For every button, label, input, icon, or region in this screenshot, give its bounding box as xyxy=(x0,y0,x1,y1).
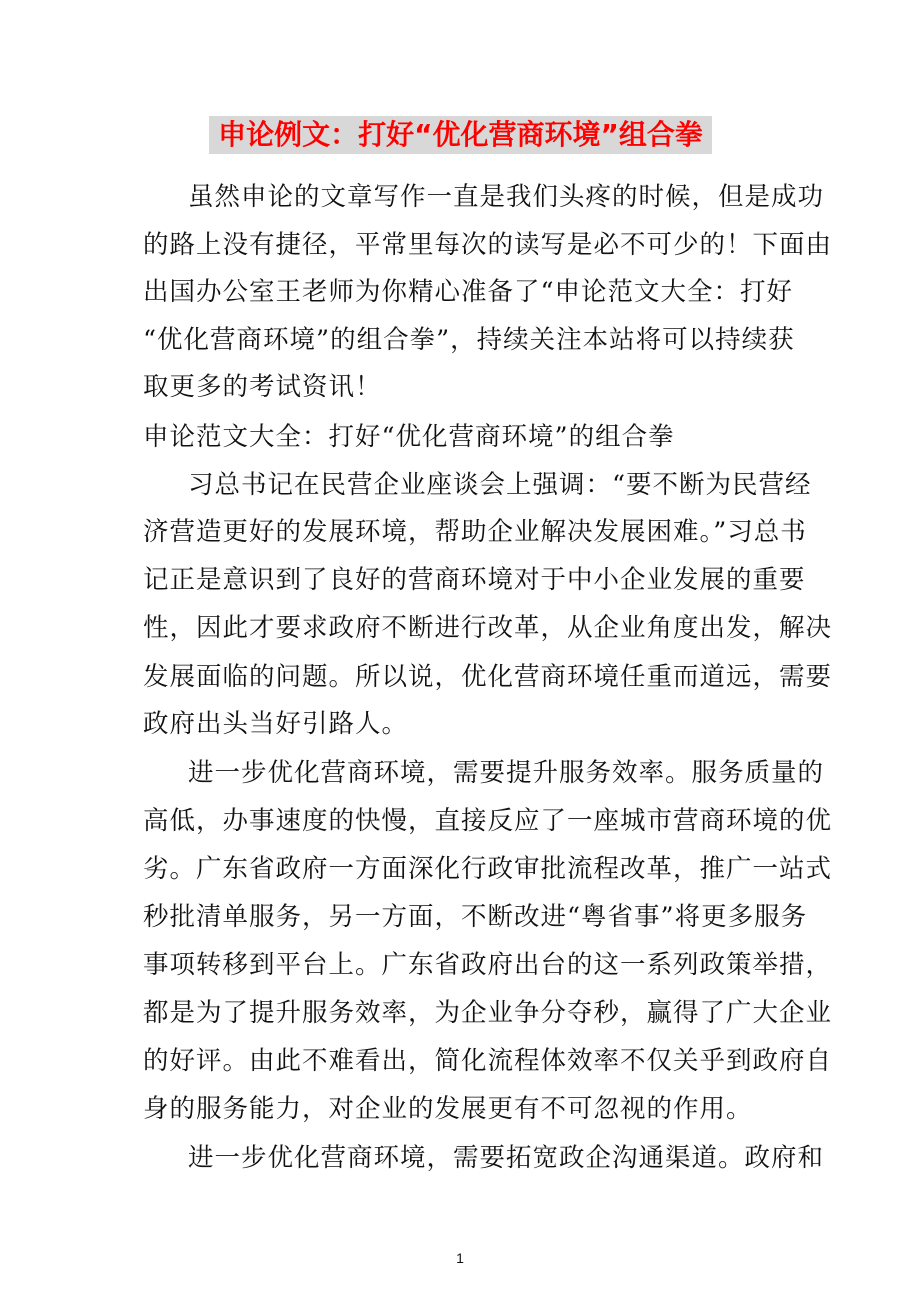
body-line: 虽然申论的文章写作一直是我们头疼的时候，但是成功 xyxy=(188,182,825,212)
body-line: 事项转移到平台上。广东省政府出台的这一系列政策举措， xyxy=(143,950,833,980)
body-line: 身的服务能力，对企业的发展更有不可忽视的作用。 xyxy=(143,1094,753,1124)
body-line: 政府出头当好引路人。 xyxy=(143,709,409,739)
body-line: 出国办公室王老师为你精心准备了“申论范文大全：打好 xyxy=(143,277,794,307)
body-line: 发展面临的问题。所以说，优化营商环境任重而道远，需要 xyxy=(143,662,833,692)
body-line: 进一步优化营商环境，需要拓宽政企沟通渠道。政府和 xyxy=(188,1143,825,1173)
section-heading: 申论范文大全：打好“优化营商环境”的组合拳 xyxy=(143,422,675,452)
body-line: 进一步优化营商环境，需要提升服务效率。服务质量的 xyxy=(188,758,825,788)
body-line: 记正是意识到了良好的营商环境对于中小企业发展的重要 xyxy=(143,565,806,595)
body-line: 高低，办事速度的快慢，直接反应了一座城市营商环境的优 xyxy=(143,806,833,836)
body-line: 劣。广东省政府一方面深化行政审批流程改革，推广一站式 xyxy=(143,854,833,884)
body-line: 取更多的考试资讯！ xyxy=(143,372,382,402)
body-line: 的好评。由此不难看出，简化流程体效率不仅关乎到政府自 xyxy=(143,1046,833,1076)
body-line: 济营造更好的发展环境，帮助企业解决发展困难。”习总书 xyxy=(143,517,807,547)
body-line: 秒批清单服务，另一方面，不断改进“粤省事”将更多服务 xyxy=(143,902,808,932)
document-title: 申论例文：打好“优化营商环境”组合拳 xyxy=(209,116,712,154)
body-line: 习总书记在民营企业座谈会上强调：“要不断为民营经 xyxy=(188,470,812,500)
body-line: 性，因此才要求政府不断进行改革，从企业角度出发，解决 xyxy=(143,613,833,643)
body-line: 的路上没有捷径，平常里每次的读写是必不可少的！下面由 xyxy=(143,230,833,260)
page-number: 1 xyxy=(456,1250,464,1266)
body-line: 都是为了提升服务效率，为企业争分夺秒，赢得了广大企业 xyxy=(143,998,833,1028)
body-line: “优化营商环境”的组合拳”，持续关注本站将可以持续获 xyxy=(143,325,795,355)
